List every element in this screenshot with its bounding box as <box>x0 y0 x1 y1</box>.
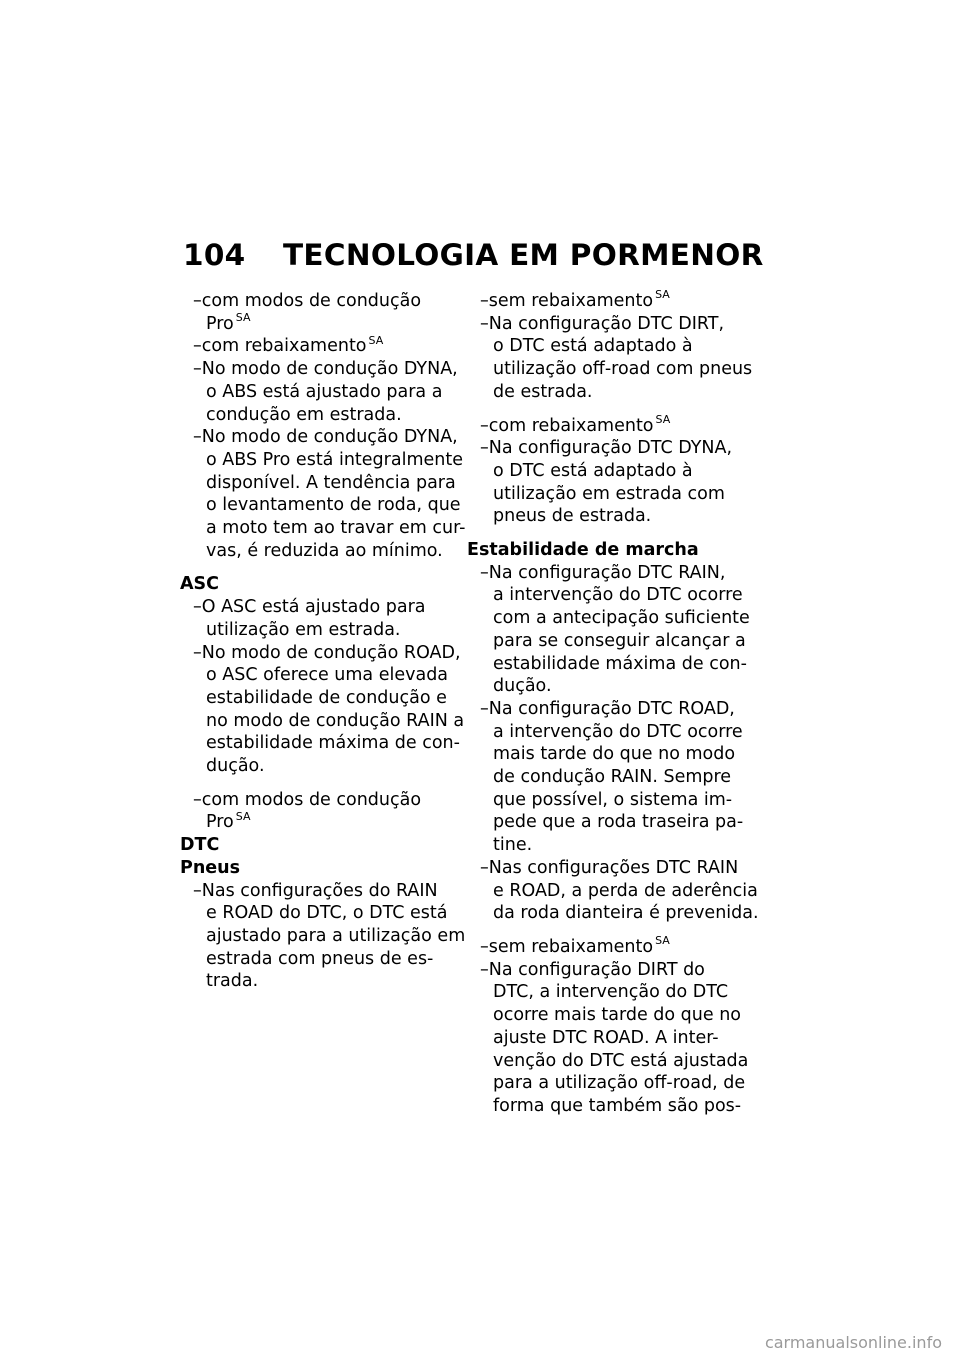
subsection-heading-pneus: Pneus <box>180 857 241 878</box>
section-heading-dtc: DTC <box>180 835 220 856</box>
list-item: –Na configuração DTC RAIN, a intervenção do DTC ocorre com a antecipação suficiente para se conseguir alcançar a estabilidade máxima de con- dução. <box>480 562 750 697</box>
sa-marker: SA <box>655 934 670 948</box>
sa-marker: SA <box>235 809 251 823</box>
sa-marker: SA <box>655 412 671 426</box>
list-item: –com modos de condução Pro $^{SA}$ <box>193 291 422 334</box>
list-item: –com modos de condução Pro $^{SA}$ <box>193 789 422 833</box>
sa-marker: SA <box>368 333 384 347</box>
list-item: –No modo de condução DYNA, o ABS está ajustado para a condução em estrada. <box>193 359 458 425</box>
list-item: –sem rebaixamento $^{SA}$ <box>480 288 670 311</box>
list-item: –Nas configurações do RAIN e ROAD do DTC, o DTC está ajustado para a utilização em estrada com pneus de es- trada. <box>193 880 466 992</box>
list-item: –No modo de condução ROAD, o ASC oferece uma elevada estabilidade de condução e no modo de condução RAIN a estabilidade máxima de con- dução. <box>193 642 465 777</box>
list-item: –com rebaixamento $^{SA}$ <box>480 412 671 436</box>
list-item: –Na configuração DIRT do DTC, a intervenção do DTC ocorre mais tarde do que no ajuste DTC ROAD. A inter- venção do DTC está ajustada para a utilização off-road, de forma que também são pos- <box>480 959 749 1116</box>
left-column <box>180 290 466 993</box>
list-item: –No modo de condução DYNA, o ABS Pro está integralmente disponível. A tendência para o levantamento de roda, que a moto tem ao travar em cur- vas, é reduzida ao mínimo. <box>193 427 466 561</box>
sa-marker: SA <box>655 288 670 302</box>
section-heading-asc: ASC <box>180 574 219 595</box>
list-item: –O ASC está ajustado para utilização em estrada. <box>193 597 426 640</box>
list-item: –Nas configurações DTC RAIN e ROAD, a perda de aderência da roda dianteira é prevenida. <box>480 857 759 924</box>
list-item: –Na configuração DTC DIRT, o DTC está adaptado à utilização off-road com pneus de estrada. <box>480 313 753 402</box>
list-item: –sem rebaixamento $^{SA}$ <box>480 934 670 957</box>
list-item: –com rebaixamento $^{SA}$ <box>193 333 384 357</box>
list-item: –Na configuração DTC DYNA, o DTC está adaptado à utilização em estrada com pneus de estrada. <box>480 438 733 527</box>
right-column <box>467 288 759 1118</box>
chapter-title: TECNOLOGIA EM PORMENOR <box>283 238 764 272</box>
watermark: carmanualsonline.info <box>764 1333 942 1352</box>
page-number: 104 <box>183 238 246 272</box>
sa-marker: SA <box>235 310 251 324</box>
section-heading-estabilidade: Estabilidade de marcha <box>467 540 699 561</box>
list-item: –Na configuração DTC ROAD, a intervenção do DTC ocorre mais tarde do que no modo de condução RAIN. Sempre que possível, o sistema im- pede que a roda traseira pa- tine. <box>480 698 744 856</box>
